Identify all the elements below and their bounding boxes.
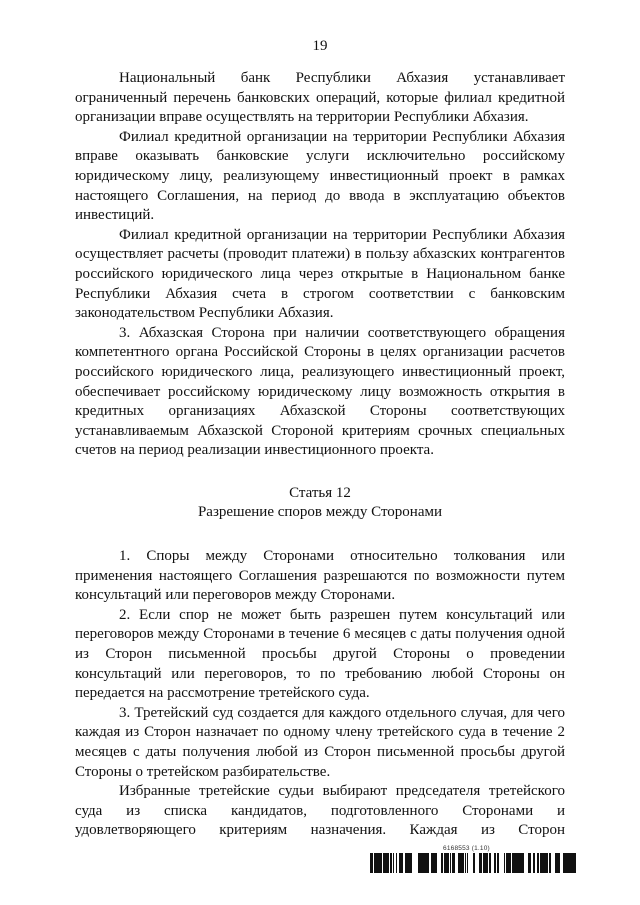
- paragraph-special-accounts: 3. Абхазская Сторона при наличии соответствующего обращения компетентного органа Российской Стороны в целях организации расчетов российского юридического лица, реализующего инвестиционный проект, обеспечивает российскому юридическому лицу возможность открытия в кредитных организациях Абхазской Стороны соответствующих устанавливаемым Абхазской Стороной критериям срочных специальных счетов на период реализации инвестиционного проекта.: [75, 324, 565, 459]
- barcode-icon: [370, 853, 577, 873]
- paragraph-bank-operations: Национальный банк Республики Абхазия устанавливает ограниченный перечень банковских операций, которые филиал кредитной организации вправе осуществлять на территории Республики Абхазия.: [75, 70, 565, 126]
- paragraph-branch-services: Филиал кредитной организации на территории Республики Абхазия вправе оказывать банковские услуги исключительно российскому юридическому лицу, реализующему инвестиционный проект в рамках настоящего Соглашения, на период до ввода в эксплуатацию объектов инвестиций.: [75, 128, 565, 224]
- document-body: [75, 69, 565, 841]
- page-number: 19: [312, 38, 328, 54]
- paragraph-tribunal-chair: Избранные третейские судьи выбирают председателя третейского суда из списка кандидатов, подготовленного Сторонами и удовлетворяющего критериям назначения. Каждая из Сторон: [75, 783, 565, 839]
- document-code: 6168553 (1.10): [443, 845, 490, 852]
- article-title: Разрешение споров между Сторонами: [197, 504, 443, 521]
- paragraph-tribunal-formation: 3. Третейский суд создается для каждого отдельного случая, для чего каждая из Сторон назначает по одному члену третейского суда в течение 2 месяцев с даты получения любой из Сторон письменной просьбы другой Стороны о третейском разбирательстве.: [75, 704, 565, 780]
- paragraph-disputes-consultations: 1. Споры между Сторонами относительно толкования или применения настоящего Соглашения разрешаются по возможности путем консультаций или переговоров между Сторонами.: [75, 548, 565, 604]
- article-number: Статья 12: [289, 484, 351, 501]
- paragraph-disputes-arbitration: 2. Если спор не может быть разрешен путем консультаций или переговоров между Сторонами в течение 6 месяцев с даты получения одной из Сторон письменной просьбы другой Стороны о проведении консультаций или переговоров, то по требованию любой Стороны он передается на рассмотрение третейского суда.: [75, 606, 565, 702]
- paragraph-branch-settlements: Филиал кредитной организации на территории Республики Абхазия осуществляет расчеты (проводит платежи) в пользу абхазских контрагентов российского юридического лица через открытые в Национальном банке Республики Абхазия счета в строгом соответствии с банковским законодательством Республики Абхазия.: [75, 226, 565, 322]
